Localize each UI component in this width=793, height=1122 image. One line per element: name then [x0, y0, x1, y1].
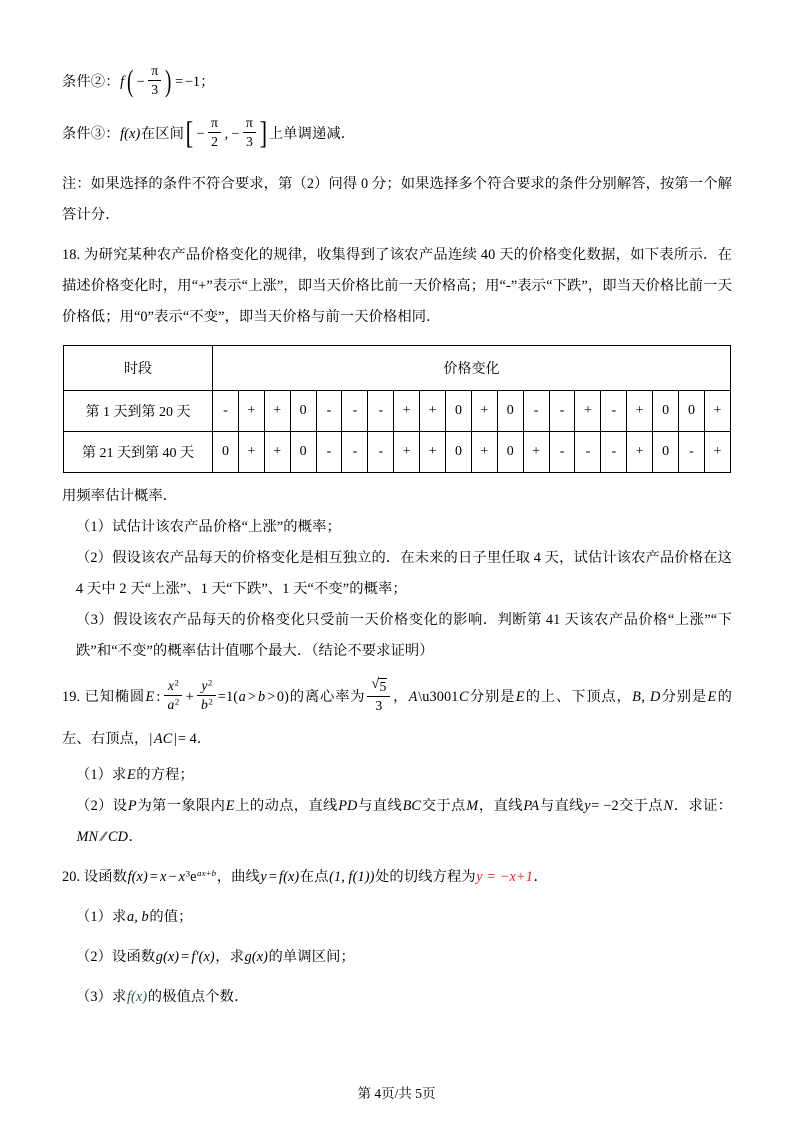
point-P: P	[127, 798, 137, 814]
fraction-denominator: $a^2$	[167, 696, 180, 712]
condition-3-upper-fraction	[243, 115, 256, 149]
table-cell: 0	[497, 391, 523, 432]
price-change-table	[63, 345, 731, 473]
question-18-part-1: （1）试估计该农产品价格“上涨”的概率；	[76, 519, 341, 535]
tangent-point: (1, f(1))	[329, 869, 375, 885]
table-cell: -	[601, 432, 627, 473]
part-2-prefix: （2）设函数	[76, 949, 156, 965]
table-cell: -	[213, 391, 239, 432]
point-B: B	[632, 689, 641, 705]
fraction-numerator: π	[208, 115, 221, 133]
question-20-number: 20.	[62, 869, 81, 885]
question-20-text-2: 曲线	[231, 869, 260, 885]
question-20-part-2	[62, 942, 732, 973]
question-19-part-2	[62, 791, 732, 853]
function-gx-2: g(x)	[244, 949, 269, 965]
line-PA: PA	[523, 798, 540, 814]
fraction-numerator: π	[148, 63, 161, 81]
condition-3-tail: 上单调递减．	[268, 126, 356, 142]
line-PD: PD	[338, 798, 358, 814]
comma-1: ，	[392, 689, 409, 705]
point-A: A	[408, 689, 418, 705]
equals-2: =	[268, 869, 278, 885]
table-cell: -	[679, 432, 705, 473]
exponent-ax-plus-b: ax+b	[197, 868, 217, 879]
part-1-suffix: 的方程；	[136, 767, 194, 783]
table-header-row	[64, 346, 731, 391]
table-cell: -	[368, 391, 394, 432]
right-paren-icon: )	[165, 63, 172, 98]
left-paren-icon: (	[126, 63, 134, 98]
condition-3-comma: ,	[224, 126, 229, 142]
variable-y: y	[584, 798, 591, 814]
point-M: M	[466, 798, 479, 814]
x-cubed: x	[178, 869, 186, 885]
table-cell: 0	[446, 432, 472, 473]
question-18-stem: 18. 为研究某种农产品价格变化的规律，收集得到了该农产品连续 40 天的价格变化数据，如下表所示．在描述价格变化时，用“+”表示“上涨”，即当天价格比前一天价格高；用“-”表示“下跌”，即当天价格比前一天价格低；用“0”表示“不变”，即当天价格与前一天价格相同．	[62, 247, 732, 325]
euler-e: e	[190, 869, 197, 885]
table-cell: 0	[497, 432, 523, 473]
condition-2-fraction	[148, 63, 161, 97]
point-D: D	[650, 689, 661, 705]
parallel-icon: ∕∕	[101, 829, 105, 845]
table-cell: +	[238, 432, 264, 473]
left-bracket-icon: [	[185, 114, 194, 151]
table-cell: +	[627, 391, 653, 432]
table-cell: +	[264, 432, 290, 473]
part-1-prefix: （1）求	[76, 909, 127, 925]
fraction-denominator: 2	[211, 133, 219, 149]
condition-2-minus: −	[136, 74, 145, 90]
page-footer: 第 4页/共 5页	[357, 1086, 436, 1101]
question-18-part-3: （3）假设该农产品每天的价格变化只受前一天价格变化的影响．判断第 41 天该农产品价格“上涨”“下跌”和“不变”的概率估计值哪个最大．（结论不要求证明）	[76, 612, 732, 659]
fraction-denominator: $b^2$	[200, 696, 213, 712]
colon: :	[156, 689, 161, 705]
table-cell: +	[394, 432, 420, 473]
point-N: N	[663, 798, 673, 814]
question-19-text-6: 的左、右顶点，	[62, 689, 732, 747]
derivative-f-prime: f′(x)	[191, 949, 215, 965]
ellipse-symbol-E-2: E	[515, 689, 525, 705]
ellipse-symbol-E: E	[126, 767, 136, 783]
part-2-t5: 交于点	[421, 798, 466, 814]
table-cell: -	[368, 432, 394, 473]
ellipse-symbol-E: E	[145, 689, 155, 705]
condition-2-function: f	[120, 74, 125, 90]
part-2-t10: ．	[128, 829, 143, 845]
question-19-text-5: 分别是	[660, 689, 708, 705]
fraction-denominator: 3	[245, 133, 253, 149]
point-C: C	[458, 689, 469, 705]
table-cell: 0	[679, 391, 705, 432]
condition-3-lower-fraction	[208, 115, 221, 149]
condition-3-lo-minus: −	[196, 126, 205, 142]
eccentricity-fraction	[367, 677, 390, 713]
condition-3-hi-minus: −	[231, 126, 240, 142]
question-20-part-3	[62, 982, 732, 1013]
part-2-t7: 与直线	[539, 798, 584, 814]
sqrt-icon: √ 5	[371, 677, 387, 694]
period-1: ．	[533, 869, 548, 885]
table-cell: +	[238, 391, 264, 432]
scoring-note: 注：如果选择的条件不符合要求，第（2）问得 0 分；如果选择多个符合要求的条件分别解答，按第一个解答计分．	[62, 176, 732, 223]
line-y-equals-minus-2: = −2	[591, 798, 619, 814]
question-18-after-table: 用频率估计概率．	[62, 488, 178, 504]
greater-than-1: >	[247, 689, 256, 705]
condition-3-mid: 在区间	[140, 126, 185, 142]
comma-1: ，	[216, 869, 232, 885]
condition-2-line	[62, 56, 732, 108]
minus-operator: −	[168, 869, 177, 885]
tangent-line-equation: y = −x+1	[476, 869, 533, 885]
right-bracket-icon: ]	[259, 114, 268, 151]
table-cell: +	[704, 391, 730, 432]
abs-bar-left: |	[149, 731, 153, 747]
question-19-number: 19.	[62, 689, 81, 705]
plus-operator: +	[185, 689, 194, 705]
fraction-numerator: $y^2$	[197, 678, 215, 696]
function-fx-2: f(x)	[279, 869, 300, 885]
page-content	[62, 56, 732, 1013]
table-cell: -	[523, 391, 549, 432]
part-2-middle: ，求	[215, 949, 245, 965]
equals-1: =	[149, 869, 158, 885]
question-19-text-1: 已知椭圆	[84, 689, 146, 705]
table-cell: 0	[653, 432, 679, 473]
part-2-t9: ．求证：	[673, 798, 732, 814]
table-cell: +	[264, 391, 290, 432]
param-a: a	[238, 689, 246, 705]
question-20-text-1: 设函数	[83, 869, 128, 885]
question-19-text-3: 分别是	[469, 689, 516, 705]
ellipse-symbol-E-3: E	[707, 689, 717, 705]
question-20-stem	[62, 862, 732, 893]
condition-3-function: f(x)	[120, 126, 141, 142]
function-fx: f(x)	[127, 869, 148, 885]
condition-2-semicolon: ；	[200, 74, 215, 90]
fraction-numerator	[367, 677, 390, 696]
variable-x: x	[159, 869, 167, 885]
condition-3-line	[62, 108, 732, 160]
fraction-numerator: π	[243, 115, 256, 133]
part-2-t4: 与直线	[357, 798, 403, 814]
table-cell: +	[575, 391, 601, 432]
fraction-denominator: 3	[151, 81, 159, 97]
segment-MN: MN	[76, 829, 99, 845]
table-cell: 0	[290, 432, 316, 473]
table-cell: -	[342, 432, 368, 473]
table-header-change: 价格变化	[213, 346, 731, 391]
fraction-numerator: $x^2$	[164, 678, 182, 696]
question-20-part-1	[62, 902, 732, 933]
question-20-text-4: 处的切线方程为	[374, 869, 476, 885]
equals-one-open: =1(	[217, 689, 239, 705]
table-row	[64, 391, 731, 432]
table-cell: +	[523, 432, 549, 473]
part-1-suffix: 的值；	[149, 909, 193, 925]
part-2-t8: 交于点	[618, 798, 663, 814]
table-cell: -	[575, 432, 601, 473]
table-cell: 0	[290, 391, 316, 432]
equals-1: =	[181, 949, 190, 965]
condition-2-equals: =	[175, 74, 184, 90]
y-squared-over-b-squared	[197, 678, 215, 712]
table-cell: -	[316, 391, 342, 432]
AC-value: = 4	[177, 731, 197, 747]
part-2-t3: 上的动点，直线	[235, 798, 338, 814]
question-20-text-3: 在点	[299, 869, 329, 885]
table-cell: +	[394, 391, 420, 432]
table-cell: +	[704, 432, 730, 473]
table-cell: +	[627, 432, 653, 473]
exponent-3: 3	[185, 868, 191, 879]
table-cell: -	[549, 391, 575, 432]
question-19-text-4: 的上、下顶点，	[525, 689, 632, 705]
table-cell: +	[420, 432, 446, 473]
table-header-period: 时段	[64, 346, 213, 391]
table-row	[64, 432, 731, 473]
segment-AC: AC	[153, 731, 173, 747]
part-2-t1: （2）设	[76, 798, 128, 814]
x-squared-over-a-squared	[164, 678, 182, 712]
table-cell: -	[549, 432, 575, 473]
table-cell: +	[471, 391, 497, 432]
part-2-t2: 为第一象限内	[137, 798, 226, 814]
part-2-t6: ，直线	[478, 798, 523, 814]
table-cell: 0	[446, 391, 472, 432]
table-row-label: 第 21 天到第 40 天	[64, 432, 213, 473]
condition-2-value: −1	[184, 74, 201, 90]
segment-CD: CD	[107, 829, 128, 845]
period-1: ．	[196, 731, 212, 747]
param-b: b	[258, 689, 266, 705]
fraction-denominator: 3	[375, 697, 383, 713]
params-a-b: a, b	[126, 909, 149, 925]
table-cell: +	[471, 432, 497, 473]
ellipse-symbol-E: E	[225, 798, 235, 814]
table-cell: 0	[653, 391, 679, 432]
question-19-stem: 19. 已知椭圆E : $\frac{x^2}{a^2}$ + $\frac{y^2}{b^2}$ =1(a > b > 0)的离心率为 √ $\frac{5}{3}$ ，A\u3001C分别是E的上、下顶点，B, D分别是E的左、右顶点，| AC |= 4．	[62, 676, 732, 760]
part-3-suffix: 的极值点个数．	[147, 989, 249, 1005]
function-fx: f(x)	[126, 989, 148, 1005]
part-2-suffix: 的单调区间；	[268, 949, 355, 965]
function-gx: g(x)	[155, 949, 180, 965]
table-cell: -	[316, 432, 342, 473]
question-18-part-2: （2）假设该农产品每天的价格变化是相互独立的．在未来的日子里任取 4 天，试估计该农产品价格在这 4 天中 2 天“上涨”、1 天“下跌”、1 天“不变”的概率；	[76, 550, 732, 597]
table-cell: +	[420, 391, 446, 432]
question-19-part-1	[62, 760, 732, 791]
part-1-prefix: （1）求	[76, 767, 127, 783]
table-row-label: 第 1 天到第 20 天	[64, 391, 213, 432]
variable-y: y	[260, 869, 267, 885]
page-top-artifact: ¨	[537, 37, 539, 42]
zero-close-paren: 0)	[276, 689, 290, 705]
table-cell: 0	[213, 432, 239, 473]
greater-than-2: >	[267, 689, 276, 705]
table-cell: -	[601, 391, 627, 432]
abs-bar-right: |	[173, 731, 177, 747]
table-cell: -	[342, 391, 368, 432]
part-3-prefix: （3）求	[76, 989, 127, 1005]
line-BC: BC	[402, 798, 422, 814]
condition-3-label: 条件③：	[62, 126, 120, 142]
question-19-text-2: 的离心率为	[289, 689, 366, 705]
condition-2-label: 条件②：	[62, 74, 120, 90]
